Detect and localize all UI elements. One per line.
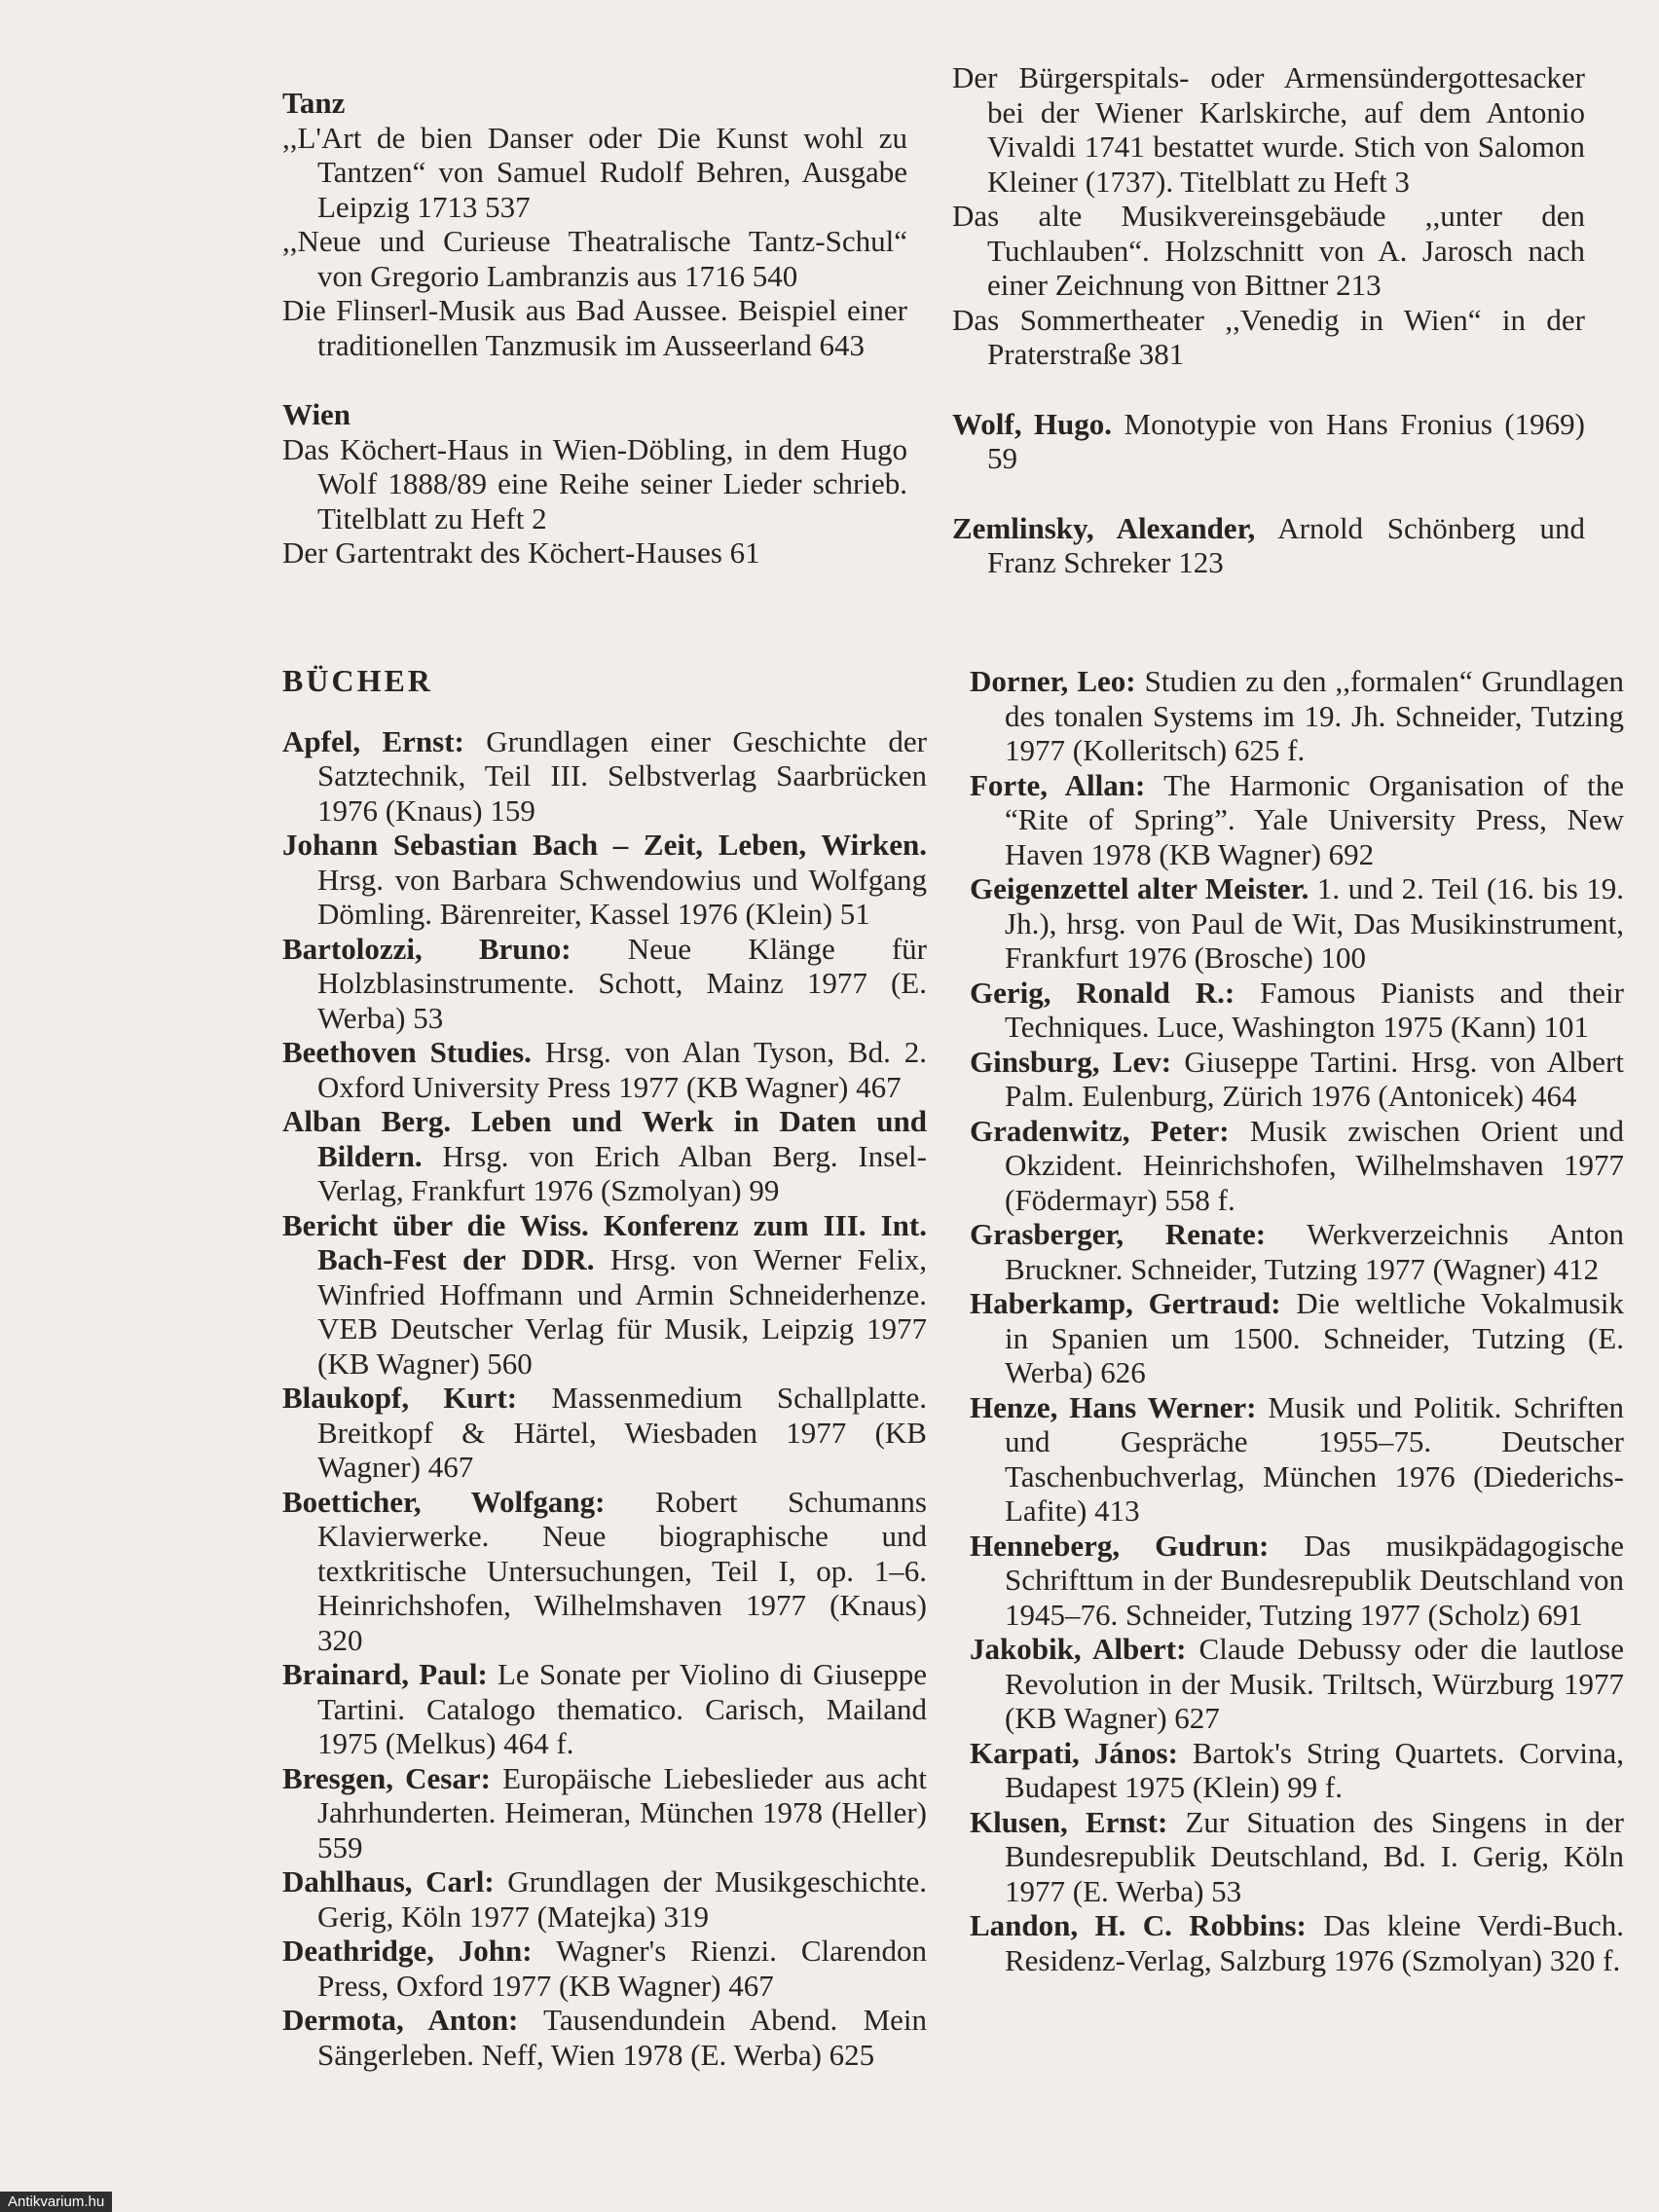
- book-entry: [282, 828, 927, 932]
- book-entry: [282, 1657, 927, 1761]
- section-title-tanz: Tanz: [282, 86, 346, 120]
- list-item-wolf: [952, 407, 1585, 476]
- book-entry-head: Bartolozzi, Bruno:: [282, 931, 571, 966]
- book-entry-text: Musik zwischen Orient und Okzident. Heinrichshofen, Wilhelmshaven 1977 (Födermayr) 558 f.: [1005, 1113, 1624, 1217]
- book-entry: [282, 1864, 927, 1934]
- book-entry-head: Henneberg, Gudrun:: [970, 1528, 1270, 1563]
- book-entry-head: Boetticher, Wolfgang:: [282, 1484, 606, 1519]
- entry-text: Monotypie von Hans Fronius (1969) 59: [987, 406, 1585, 475]
- book-entry-head: Bresgen, Cesar:: [282, 1760, 491, 1795]
- section-heading-buecher: BÜCHER: [282, 663, 433, 698]
- list-item: Das alte Musikvereinsgebäude ,,unter den Tuchlauben“. Holzschnitt von A. Jarosch nach einer Zeichnung von Bittner 213: [952, 199, 1585, 302]
- book-entry-text: Hrsg. von Alan Tyson, Bd. 2. Oxford University Press 1977 (KB Wagner) 467: [317, 1035, 927, 1104]
- book-entry-text: Hrsg. von Barbara Schwendowius und Wolfgang Dömling. Bärenreiter, Kassel 1976 (Klein) 51: [317, 862, 927, 931]
- book-entry-head: Beethoven Studies.: [282, 1035, 532, 1069]
- book-entry-head: Dermota, Anton:: [282, 2003, 519, 2037]
- book-entry-head: Karpati, János:: [970, 1735, 1178, 1770]
- book-entry-head: Dahlhaus, Carl:: [282, 1864, 495, 1899]
- list-item: Die Flinserl-Musik aus Bad Aussee. Beispiel einer traditionellen Tanzmusik im Ausseerland 643: [282, 293, 907, 362]
- book-entry-head: Jakobik, Albert:: [970, 1632, 1187, 1666]
- book-entry-head: Landon, H. C. Robbins:: [970, 1908, 1307, 1942]
- book-entry-text: Europäische Liebeslieder aus acht Jahrhunderten. Heimeran, München 1978 (Heller) 559: [317, 1760, 927, 1864]
- book-entry-head: Bericht über die Wiss. Konferenz zum III. Int. Bach-Fest der DDR.: [282, 1207, 927, 1276]
- book-entry: [970, 768, 1624, 872]
- book-entry-text: Famous Pianists and their Techniques. Luce, Washington 1975 (Kann) 101: [1005, 975, 1624, 1044]
- book-entry-text: Massenmedium Schallplatte. Breitkopf & Härtel, Wiesbaden 1977 (KB Wagner) 467: [317, 1381, 927, 1484]
- book-entry-text: The Harmonic Organisation of the “Rite of Spring”. Yale University Press, New Haven 1978 (KB Wagner) 692: [1005, 767, 1624, 871]
- book-entry: [970, 1114, 1624, 1218]
- book-entry-text: Grundlagen einer Geschichte der Satztechnik, Teil III. Selbstverlag Saarbrücken 1976 (Knaus) 159: [317, 723, 928, 828]
- book-entry: [282, 1761, 927, 1865]
- list-item: Das Sommertheater ,,Venedig in Wien“ in der Praterstraße 381: [952, 302, 1585, 371]
- section-title-wien: Wien: [282, 397, 351, 431]
- book-entry: [970, 664, 1624, 768]
- entry-head: Zemlinsky, Alexander,: [952, 510, 1256, 545]
- book-entry-head: Forte, Allan:: [970, 767, 1146, 802]
- list-item: Der Bürgerspitals- oder Armensündergottesacker bei der Wiener Karlskirche, auf dem Antonio Vivaldi 1741 bestattet wurde. Stich von Salomon Kleiner (1737). Titelblatt zu Heft 3: [952, 60, 1585, 199]
- book-entry: [970, 1805, 1624, 1909]
- book-entry-head: Gerig, Ronald R.:: [970, 975, 1235, 1010]
- book-entry-text: Zur Situation des Singens in der Bundesrepublik Deutschland, Bd. I. Gerig, Köln 1977 (E. Werba) 53: [1005, 1804, 1625, 1908]
- book-entry: [970, 1286, 1624, 1390]
- book-entry-head: Dorner, Leo:: [970, 664, 1136, 698]
- book-entry: [970, 1736, 1624, 1805]
- book-entry: [282, 1934, 927, 2003]
- list-item: Der Gartentrakt des Köchert-Hauses 61: [282, 535, 760, 570]
- book-entry: [970, 1632, 1624, 1736]
- book-entry-head: Ginsburg, Lev:: [970, 1044, 1172, 1079]
- spacer: [282, 362, 907, 397]
- book-entry: [282, 1035, 927, 1104]
- list-item: ,,Neue und Curieuse Theatralische Tantz-Schul“ von Gregorio Lambranzis aus 1716 540: [282, 224, 907, 293]
- book-entry: [970, 1045, 1624, 1114]
- book-entry: [282, 1381, 927, 1485]
- book-entry-text: Hrsg. von Erich Alban Berg. Insel-Verlag, Frankfurt 1976 (Szmolyan) 99: [317, 1138, 927, 1207]
- book-entry-text: Die weltliche Vokalmusik in Spanien um 1500. Schneider, Tutzing (E. Werba) 626: [1005, 1286, 1624, 1389]
- book-entry: [282, 1104, 927, 1208]
- book-entry-text: 1. und 2. Teil (16. bis 19. Jh.), hrsg. von Paul de Wit, Das Musikinstrument, Frankfurt 1976 (Brosche) 100: [1005, 871, 1625, 975]
- book-entry-text: Werkverzeichnis Anton Bruckner. Schneider, Tutzing 1977 (Wagner) 412: [1005, 1217, 1624, 1286]
- book-entry-text: Giuseppe Tartini. Hrsg. von Albert Palm. Eulenburg, Zürich 1976 (Antonicek) 464: [1005, 1044, 1624, 1113]
- book-entry: [970, 871, 1624, 976]
- book-entry: [970, 1908, 1624, 1977]
- books-column-left: [282, 664, 927, 2072]
- book-entry-head: Geigenzettel alter Meister.: [970, 871, 1309, 905]
- book-entry: [970, 1529, 1624, 1633]
- book-entry-text: Bartok's String Quartets. Corvina, Budapest 1975 (Klein) 99 f.: [1005, 1735, 1624, 1804]
- books-list-right: [970, 664, 1624, 1977]
- entry-text: Arnold Schönberg und Franz Schreker 123: [987, 510, 1585, 579]
- book-entry-text: Grundlagen der Musikgeschichte. Gerig, Köln 1977 (Matejka) 319: [317, 1864, 927, 1934]
- book-entry-head: Blaukopf, Kurt:: [282, 1381, 518, 1415]
- entry-head: Wolf, Hugo.: [952, 406, 1113, 441]
- books-list-left: [282, 724, 927, 2073]
- book-entry: [970, 976, 1624, 1045]
- book-entry-text: Das musikpädagogische Schrifttum in der Bundesrepublik Deutschland von 1945–76. Schneider, Tutzing 1977 (Scholz) 691: [1005, 1528, 1624, 1632]
- book-entry-text: Neue Klänge für Holzblasinstrumente. Schott, Mainz 1977 (E. Werba) 53: [317, 931, 927, 1035]
- book-entry: [282, 724, 927, 829]
- book-entry-head: Klusen, Ernst:: [970, 1804, 1168, 1839]
- book-entry-head: Apfel, Ernst:: [282, 723, 464, 758]
- book-entry-head: Brainard, Paul:: [282, 1657, 488, 1691]
- book-entry-head: Johann Sebastian Bach – Zeit, Leben, Wirken.: [282, 828, 927, 862]
- book-entry-text: Wagner's Rienzi. Clarendon Press, Oxford 1977 (KB Wagner) 467: [317, 1934, 928, 2003]
- book-entry-text: Tausendundein Abend. Mein Sängerleben. Neff, Wien 1978 (E. Werba) 625: [317, 2003, 927, 2072]
- spacer: [952, 372, 1585, 407]
- books-column-right: [970, 664, 1624, 1977]
- book-entry-text: Studien zu den ,,formalen“ Grundlagen des tonalen Systems im 19. Jh. Schneider, Tutzing 1977 (Kolleritsch) 625 f.: [1005, 664, 1624, 767]
- book-entry-head: Gradenwitz, Peter:: [970, 1113, 1230, 1148]
- book-entry: [282, 932, 927, 1036]
- list-item: Das Köchert-Haus in Wien-Döbling, in dem Hugo Wolf 1888/89 eine Reihe seiner Lieder schrieb. Titelblatt zu Heft 2: [282, 431, 907, 535]
- book-entry: [970, 1390, 1624, 1529]
- book-entry: [282, 1485, 927, 1658]
- book-entry-head: Deathridge, John:: [282, 1934, 533, 1968]
- illustrations-column-right: [952, 60, 1585, 580]
- book-entry-text: Claude Debussy oder die lautlose Revolution in der Musik. Triltsch, Würzburg 1977 (KB Wagner) 627: [1005, 1632, 1624, 1735]
- book-entry-text: Hrsg. von Werner Felix, Winfried Hoffmann und Armin Schneiderhenze. VEB Deutscher Verlag für Musik, Leipzig 1977 (KB Wagner) 560: [317, 1242, 927, 1381]
- illustrations-column-left: [282, 86, 907, 571]
- book-entry-head: Henze, Hans Werner:: [970, 1389, 1257, 1424]
- book-entry-text: Das kleine Verdi-Buch. Residenz-Verlag, Salzburg 1976 (Szmolyan) 320 f.: [1005, 1908, 1624, 1977]
- book-entry-head: Haberkamp, Gertraud:: [970, 1286, 1281, 1320]
- book-entry-text: Le Sonate per Violino di Giuseppe Tartini. Catalogo thematico. Carisch, Mailand 1975 (Melkus) 464 f.: [317, 1657, 927, 1760]
- book-entry-text: Robert Schumanns Klavierwerke. Neue biographische und textkritische Untersuchungen, Teil I, op. 1–6. Heinrichshofen, Wilhelmshaven 1977 (Knaus) 320: [317, 1484, 927, 1657]
- book-entry-head: Grasberger, Renate:: [970, 1217, 1267, 1251]
- watermark: Antikvarium.hu: [0, 2192, 112, 2212]
- book-entry-head: Alban Berg. Leben und Werk in Daten und Bildern.: [282, 1104, 927, 1173]
- book-entry: [970, 1217, 1624, 1286]
- book-entry: [282, 2003, 927, 2072]
- list-item: ,,L'Art de bien Danser oder Die Kunst wohl zu Tantzen“ von Samuel Rudolf Behren, Ausgabe Leipzig 1713 537: [282, 120, 907, 224]
- list-item-zemlinsky: [952, 511, 1585, 580]
- book-entry-text: Musik und Politik. Schriften und Gespräche 1955–75. Deutscher Taschenbuchverlag, München 1976 (Diederichs-Lafite) 413: [1005, 1389, 1624, 1528]
- spacer: [952, 476, 1585, 511]
- book-entry: [282, 1208, 927, 1382]
